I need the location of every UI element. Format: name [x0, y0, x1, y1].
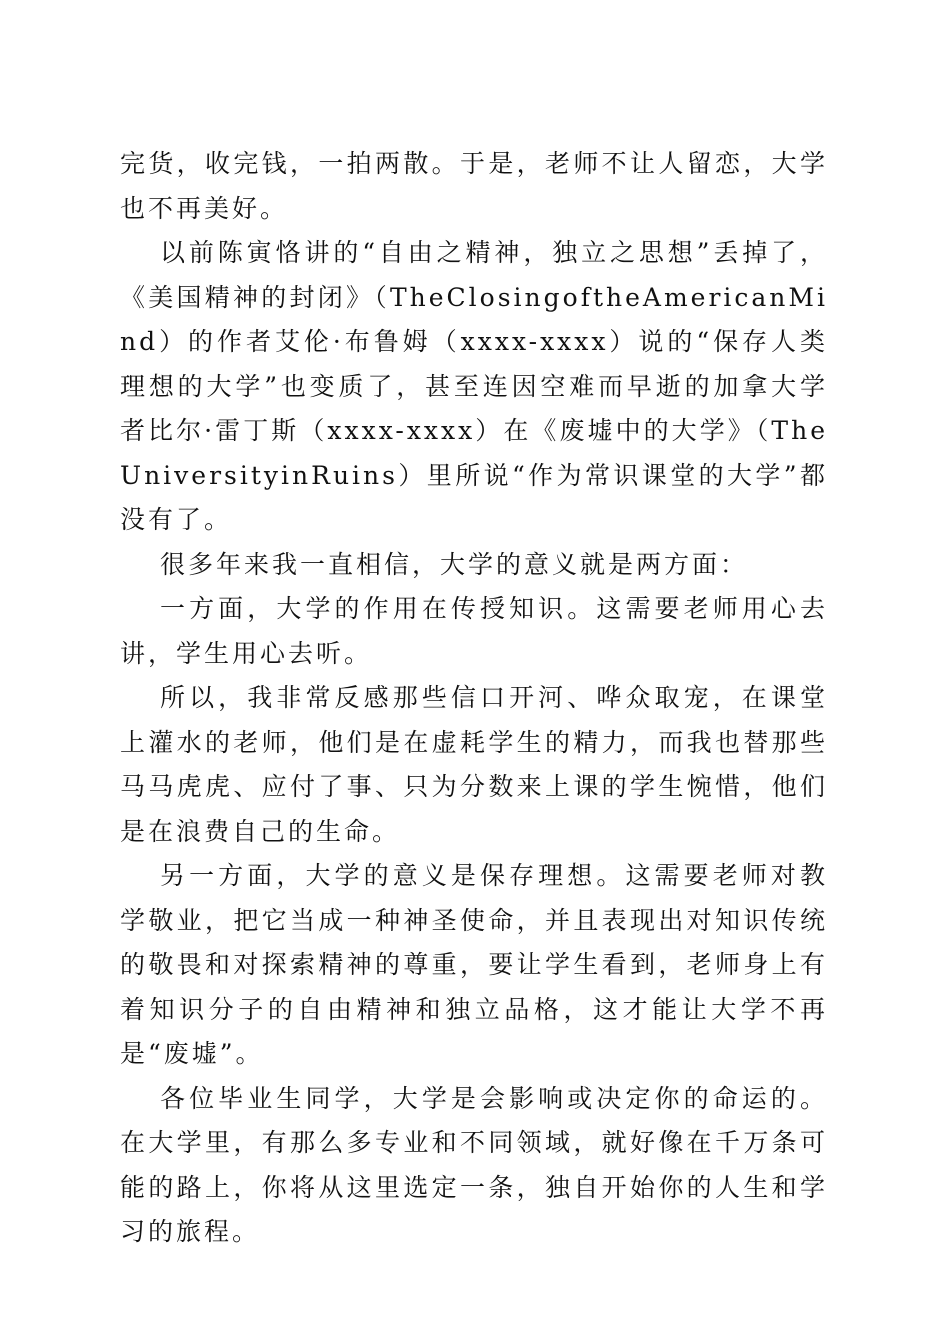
document-body: [120, 142, 828, 1255]
paragraph-2: 以前陈寅恪讲的“自由之精神，独立之思想”丢掉了，《美国精神的封闭》（TheClosingoftheAmericanMind）的作者艾伦·布鲁姆（xxxx-xxxx）说的“保存人类理想的大学”也变质了，甚至连因空难而早逝的加拿大学者比尔·雷丁斯（xxxx-xxxx）在《废墟中的大学》（TheUniversityinRuins）里所说“作为常识课堂的大学”都没有了。: [120, 238, 828, 534]
paragraph-4: 一方面，大学的作用在传授知识。这需要老师用心去讲，学生用心去听。: [120, 594, 828, 668]
paragraph-5: 所以，我非常反感那些信口开河、哗众取宠，在课堂上灌水的老师，他们是在虚耗学生的精力，而我也替那些马马虎虎、应付了事、只为分数来上课的学生惋惜，他们是在浪费自己的生命。: [120, 683, 828, 846]
paragraph-6: 另一方面，大学的意义是保存理想。这需要老师对教学敬业，把它当成一种神圣使命，并且表现出对知识传统的敬畏和对探索精神的尊重，要让学生看到，老师身上有着知识分子的自由精神和独立品格，这才能让大学不再是“废墟”。: [120, 861, 828, 1068]
paragraph-1: 完货，收完钱，一拍两散。于是，老师不让人留恋，大学也不再美好。: [120, 149, 828, 223]
paragraph-7: 各位毕业生同学，大学是会影响或决定你的命运的。在大学里，有那么多专业和不同领域，就好像在千万条可能的路上，你将从这里选定一条，独自开始你的人生和学习的旅程。: [120, 1083, 828, 1246]
paragraph-3: 很多年来我一直相信，大学的意义就是两方面：: [160, 549, 749, 579]
